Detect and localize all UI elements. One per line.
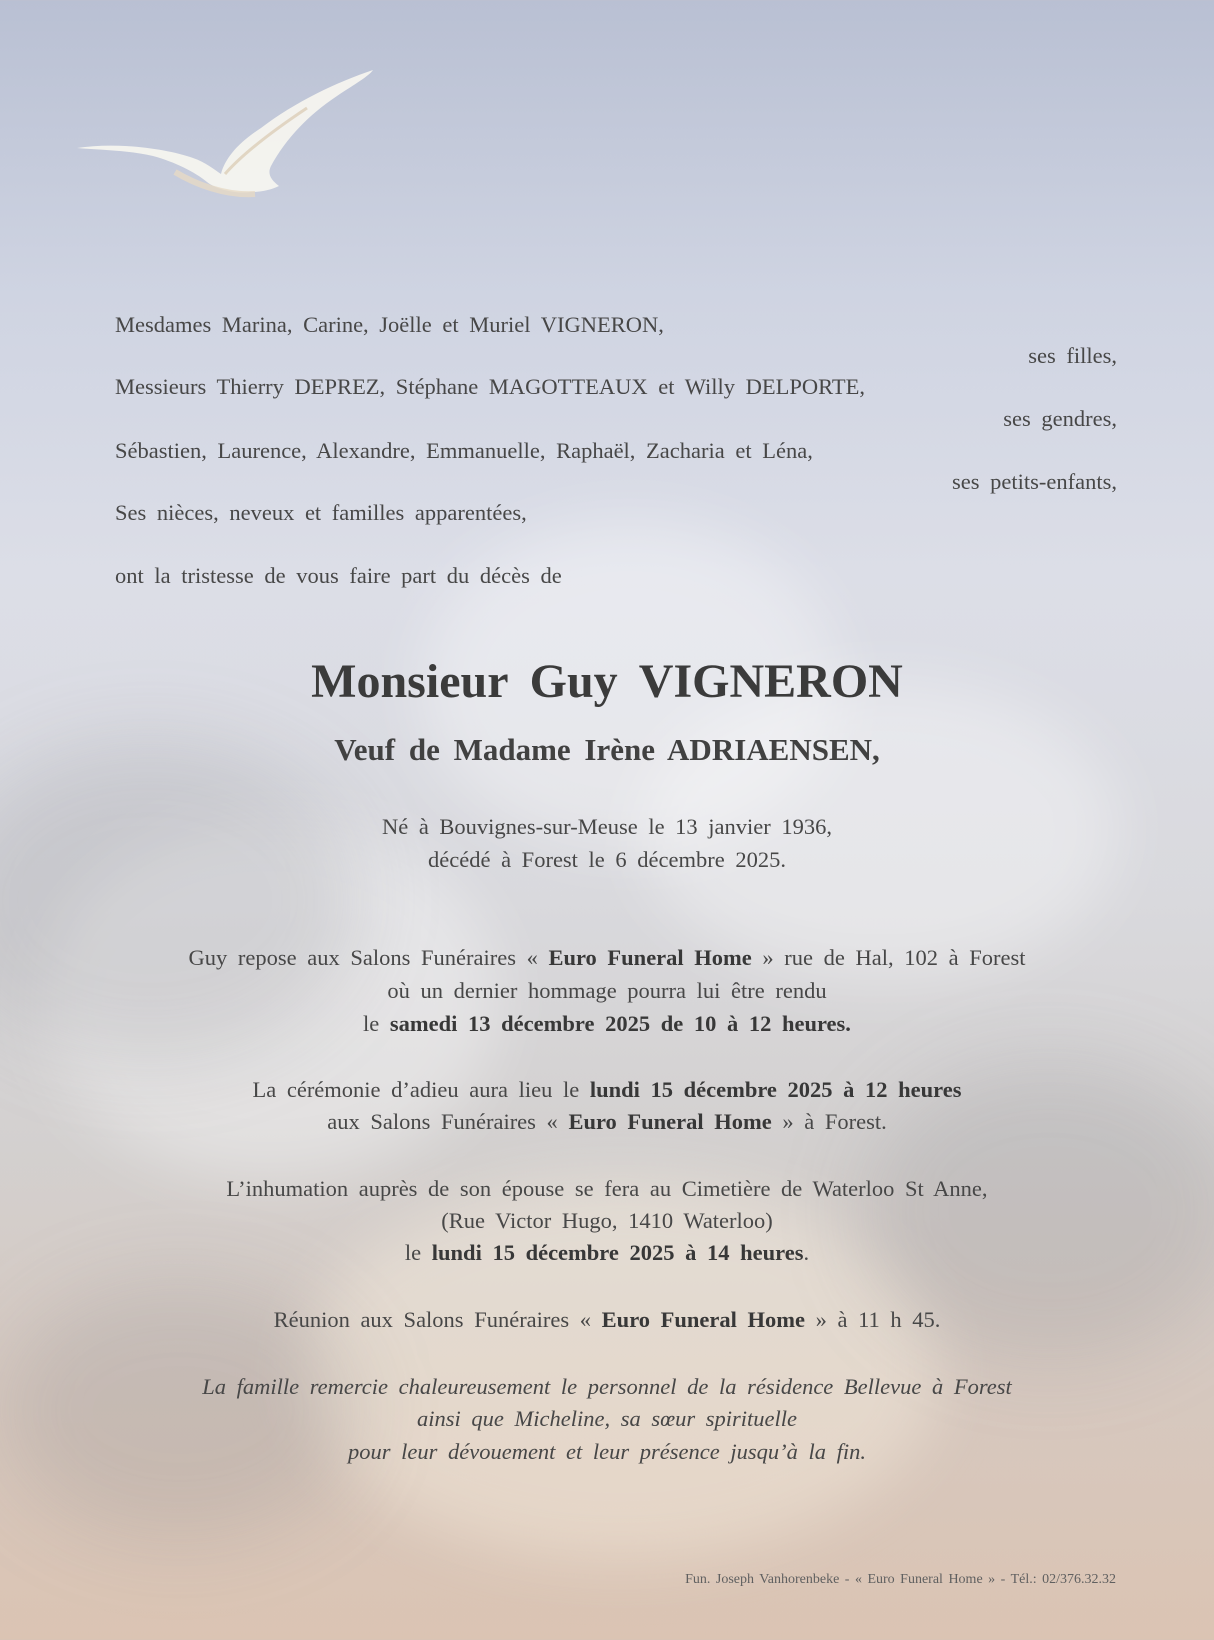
seagull-icon <box>75 62 395 212</box>
burial-line-2: (Rue Victor Hugo, 1410 Waterloo) <box>441 1208 773 1233</box>
announcement-line: ont la tristesse de vous faire part du décès de <box>115 563 562 588</box>
sons-in-law-names: Messieurs Thierry DEPREZ, Stéphane MAGOTTEAUX et Willy DELPORTE, <box>115 374 865 399</box>
sons-in-law-relation: ses gendres, <box>1003 406 1117 431</box>
thanks-line-1: La famille remercie chaleureusement le personnel de la résidence Bellevue à Forest <box>202 1374 1012 1399</box>
thanks-line-3: pour leur dévouement et leur présence jusqu’à la fin. <box>347 1439 866 1464</box>
ceremony-line-2: aux Salons Funéraires « Euro Funeral Home » à Forest. <box>327 1109 887 1134</box>
viewing-line-3: le samedi 13 décembre 2025 de 10 à 12 heures. <box>363 1011 851 1036</box>
relatives-line: Ses nièces, neveux et familles apparentées, <box>115 500 527 525</box>
reunion-line: Réunion aux Salons Funéraires « Euro Funeral Home » à 11 h 45. <box>273 1307 941 1332</box>
viewing-line-2: où un dernier hommage pourra lui être rendu <box>387 978 827 1003</box>
grandchildren-names: Sébastien, Laurence, Alexandre, Emmanuelle, Raphaël, Zacharia et Léna, <box>115 438 813 463</box>
viewing-line-1: Guy repose aux Salons Funéraires « Euro Funeral Home » rue de Hal, 102 à Forest <box>188 945 1026 970</box>
thanks-line-2: ainsi que Micheline, sa sœur spirituelle <box>417 1406 797 1431</box>
grandchildren-relation: ses petits-enfants, <box>952 469 1117 494</box>
daughters-names: Mesdames Marina, Carine, Joëlle et Muriel VIGNERON, <box>115 312 664 337</box>
ceremony-line-1: La cérémonie d’adieu aura lieu le lundi 15 décembre 2025 à 12 heures <box>252 1077 962 1102</box>
widower-line: Veuf de Madame Irène ADRIAENSEN, <box>334 732 880 767</box>
birth-line: Né à Bouvignes-sur-Meuse le 13 janvier 1936, <box>381 814 833 839</box>
deceased-name: Monsieur Guy VIGNERON <box>311 655 903 708</box>
burial-line-1: L’inhumation auprès de son épouse se fera au Cimetière de Waterloo St Anne, <box>226 1176 988 1201</box>
death-line: décédé à Forest le 6 décembre 2025. <box>428 847 786 872</box>
daughters-relation: ses filles, <box>1028 343 1117 368</box>
funeral-home-footer: Fun. Joseph Vanhorenbeke - « Euro Funeral Home » - Tél.: 02/376.32.32 <box>685 1572 1116 1587</box>
burial-line-3: le lundi 15 décembre 2025 à 14 heures. <box>404 1240 810 1265</box>
